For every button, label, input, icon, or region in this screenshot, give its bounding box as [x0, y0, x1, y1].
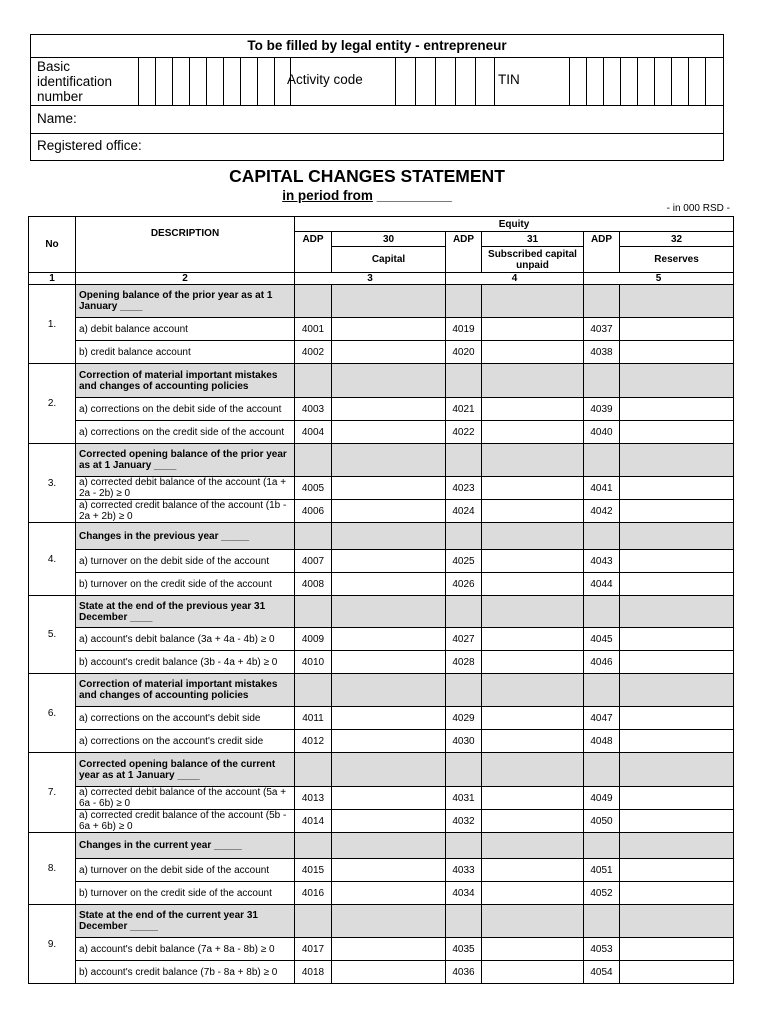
section-heading: Corrected opening balance of the prior year as at 1 January ____ — [76, 444, 295, 477]
shaded-cell — [295, 905, 332, 938]
adp-code: 4006 — [295, 500, 332, 523]
value-input-cell[interactable] — [620, 341, 734, 364]
shaded-cell — [295, 833, 332, 859]
section-heading: Correction of material important mistakes and changes of accounting policies — [76, 674, 295, 707]
shaded-cell — [482, 364, 584, 398]
adp-code: 4038 — [584, 341, 620, 364]
adp-code: 4041 — [584, 477, 620, 500]
col30-name: Capital — [332, 247, 446, 273]
adp-code: 4052 — [584, 882, 620, 905]
row-description: b) turnover on the credit side of the account — [76, 573, 295, 596]
adp-header-30: ADP — [295, 232, 332, 273]
shaded-cell — [482, 285, 584, 318]
adp-code: 4033 — [446, 859, 482, 882]
section-number: 2. — [29, 364, 76, 444]
shaded-cell — [446, 674, 482, 707]
value-input-cell[interactable] — [332, 628, 446, 651]
value-input-cell[interactable] — [332, 961, 446, 984]
value-input-cell[interactable] — [482, 810, 584, 833]
unit-note: - in 000 RSD - — [666, 203, 730, 214]
adp-header-31: ADP — [446, 232, 482, 273]
shaded-cell — [332, 596, 446, 628]
shaded-cell — [482, 444, 584, 477]
shaded-cell — [295, 364, 332, 398]
value-input-cell[interactable] — [482, 500, 584, 523]
table-row — [29, 550, 734, 573]
value-input-cell[interactable] — [620, 500, 734, 523]
row-description: a) corrections on the debit side of the account — [76, 398, 295, 421]
adp-code: 4004 — [295, 421, 332, 444]
value-input-cell[interactable] — [482, 628, 584, 651]
shaded-cell — [446, 285, 482, 318]
tin-input[interactable] — [569, 57, 722, 105]
value-input-cell[interactable] — [332, 477, 446, 500]
table-row — [29, 859, 734, 882]
adp-code: 4013 — [295, 787, 332, 810]
section-number: 8. — [29, 833, 76, 905]
value-input-cell[interactable] — [332, 787, 446, 810]
col-no-header: No — [29, 217, 76, 273]
shaded-cell — [482, 523, 584, 550]
adp-header-32: ADP — [584, 232, 620, 273]
shaded-cell — [295, 523, 332, 550]
adp-code: 4003 — [295, 398, 332, 421]
shaded-cell — [620, 523, 734, 550]
adp-code: 4017 — [295, 938, 332, 961]
section-heading-row — [29, 285, 734, 318]
section-heading: Changes in the previous year _____ — [76, 523, 295, 550]
identification-row — [31, 57, 723, 106]
adp-code: 4025 — [446, 550, 482, 573]
header-title: To be filled by legal entity - entrepreneur — [31, 35, 723, 58]
adp-code: 4032 — [446, 810, 482, 833]
table-row — [29, 398, 734, 421]
activity-code-input[interactable] — [395, 57, 495, 105]
section-heading: State at the end of the current year 31 December _____ — [76, 905, 295, 938]
value-input-cell[interactable] — [332, 810, 446, 833]
adp-code: 4012 — [295, 730, 332, 753]
value-input-cell[interactable] — [482, 477, 584, 500]
shaded-cell — [620, 833, 734, 859]
value-input-cell[interactable] — [482, 573, 584, 596]
section-number: 5. — [29, 596, 76, 674]
row-description: a) turnover on the debit side of the account — [76, 550, 295, 573]
value-input-cell[interactable] — [332, 398, 446, 421]
adp-code: 4019 — [446, 318, 482, 341]
shaded-cell — [584, 905, 620, 938]
adp-code: 4002 — [295, 341, 332, 364]
shaded-cell — [584, 596, 620, 628]
shaded-cell — [332, 285, 446, 318]
equity-header: Equity — [295, 217, 734, 232]
value-input-cell[interactable] — [620, 859, 734, 882]
shaded-cell — [332, 833, 446, 859]
col32-code: 32 — [620, 232, 734, 247]
shaded-cell — [446, 596, 482, 628]
adp-code: 4042 — [584, 500, 620, 523]
adp-code: 4008 — [295, 573, 332, 596]
value-input-cell[interactable] — [332, 938, 446, 961]
table-row — [29, 500, 734, 523]
shaded-cell — [482, 674, 584, 707]
capital-changes-table — [28, 216, 734, 984]
adp-code: 4021 — [446, 398, 482, 421]
table-row — [29, 628, 734, 651]
shaded-cell — [295, 444, 332, 477]
value-input-cell[interactable] — [332, 882, 446, 905]
adp-code: 4005 — [295, 477, 332, 500]
shaded-cell — [584, 674, 620, 707]
value-input-cell[interactable] — [332, 550, 446, 573]
section-heading-row — [29, 905, 734, 938]
adp-code: 4029 — [446, 707, 482, 730]
row-description: b) credit balance account — [76, 341, 295, 364]
table-row — [29, 810, 734, 833]
value-input-cell[interactable] — [482, 550, 584, 573]
row-description: a) corrections on the credit side of the account — [76, 421, 295, 444]
section-number: 9. — [29, 905, 76, 984]
table-row — [29, 341, 734, 364]
shaded-cell — [620, 285, 734, 318]
adp-code: 4039 — [584, 398, 620, 421]
row-description: b) account's credit balance (3b - 4a + 4b) ≥ 0 — [76, 651, 295, 674]
period-blank[interactable]: __________ — [376, 188, 452, 203]
adp-code: 4007 — [295, 550, 332, 573]
value-input-cell[interactable] — [620, 477, 734, 500]
name-label: Name: — [37, 111, 77, 126]
value-input-cell[interactable] — [620, 318, 734, 341]
value-input-cell[interactable] — [620, 550, 734, 573]
adp-code: 4037 — [584, 318, 620, 341]
table-row — [29, 421, 734, 444]
col-number: 5 — [584, 273, 734, 285]
adp-code: 4011 — [295, 707, 332, 730]
shaded-cell — [620, 364, 734, 398]
section-number: 1. — [29, 285, 76, 364]
section-heading-row — [29, 753, 734, 787]
adp-code: 4024 — [446, 500, 482, 523]
statement-title: CAPITAL CHANGES STATEMENT — [229, 166, 505, 186]
value-input-cell[interactable] — [620, 628, 734, 651]
entity-header-box — [30, 34, 724, 161]
period-line — [0, 188, 734, 203]
table-row — [29, 961, 734, 984]
col-number: 2 — [76, 273, 295, 285]
section-heading-row — [29, 444, 734, 477]
value-input-cell[interactable] — [482, 730, 584, 753]
name-row[interactable] — [31, 105, 723, 134]
value-input-cell[interactable] — [482, 651, 584, 674]
section-heading: Opening balance of the prior year as at 1 January ____ — [76, 285, 295, 318]
section-heading: State at the end of the previous year 31 December ____ — [76, 596, 295, 628]
value-input-cell[interactable] — [620, 651, 734, 674]
row-description: a) turnover on the debit side of the account — [76, 859, 295, 882]
shaded-cell — [332, 753, 446, 787]
shaded-cell — [446, 444, 482, 477]
section-number: 7. — [29, 753, 76, 833]
row-description: a) corrected credit balance of the account (5b - 6a + 6b) ≥ 0 — [76, 810, 295, 833]
section-heading: Changes in the current year _____ — [76, 833, 295, 859]
value-input-cell[interactable] — [620, 730, 734, 753]
row-description: a) corrections on the account's debit side — [76, 707, 295, 730]
value-input-cell[interactable] — [482, 882, 584, 905]
value-input-cell[interactable] — [482, 707, 584, 730]
period-label: in period from — [282, 188, 373, 203]
row-description: a) corrected credit balance of the account (1b - 2a + 2b) ≥ 0 — [76, 500, 295, 523]
col31-name: Subscribed capital unpaid — [482, 247, 584, 273]
section-number: 6. — [29, 674, 76, 753]
value-input-cell[interactable] — [482, 421, 584, 444]
section-number: 3. — [29, 444, 76, 523]
adp-code: 4050 — [584, 810, 620, 833]
adp-code: 4016 — [295, 882, 332, 905]
adp-code: 4045 — [584, 628, 620, 651]
activity-code-label: Activity code — [287, 72, 363, 87]
section-heading-row — [29, 523, 734, 550]
row-description: b) turnover on the credit side of the account — [76, 882, 295, 905]
adp-code: 4026 — [446, 573, 482, 596]
adp-code: 4030 — [446, 730, 482, 753]
table-row — [29, 573, 734, 596]
column-number-row — [29, 273, 734, 285]
row-description: a) account's debit balance (7a + 8a - 8b) ≥ 0 — [76, 938, 295, 961]
value-input-cell[interactable] — [332, 859, 446, 882]
adp-code: 4034 — [446, 882, 482, 905]
adp-code: 4049 — [584, 787, 620, 810]
shaded-cell — [482, 753, 584, 787]
adp-code: 4010 — [295, 651, 332, 674]
table-row — [29, 318, 734, 341]
table-row — [29, 882, 734, 905]
shaded-cell — [482, 905, 584, 938]
table-row — [29, 730, 734, 753]
adp-code: 4043 — [584, 550, 620, 573]
shaded-cell — [446, 833, 482, 859]
value-input-cell[interactable] — [332, 421, 446, 444]
section-heading-row — [29, 674, 734, 707]
section-heading: Correction of material important mistakes and changes of accounting policies — [76, 364, 295, 398]
adp-code: 4031 — [446, 787, 482, 810]
shaded-cell — [332, 523, 446, 550]
table-row — [29, 651, 734, 674]
shaded-cell — [584, 364, 620, 398]
value-input-cell[interactable] — [482, 938, 584, 961]
value-input-cell[interactable] — [332, 730, 446, 753]
shaded-cell — [295, 753, 332, 787]
value-input-cell[interactable] — [482, 787, 584, 810]
value-input-cell[interactable] — [332, 707, 446, 730]
value-input-cell[interactable] — [332, 651, 446, 674]
adp-code: 4015 — [295, 859, 332, 882]
shaded-cell — [620, 444, 734, 477]
value-input-cell[interactable] — [332, 341, 446, 364]
shaded-cell — [295, 674, 332, 707]
shaded-cell — [295, 285, 332, 318]
value-input-cell[interactable] — [332, 500, 446, 523]
shaded-cell — [620, 674, 734, 707]
shaded-cell — [482, 596, 584, 628]
adp-code: 4046 — [584, 651, 620, 674]
shaded-cell — [584, 833, 620, 859]
section-heading-row — [29, 596, 734, 628]
shaded-cell — [584, 753, 620, 787]
row-description: a) corrections on the account's credit side — [76, 730, 295, 753]
value-input-cell[interactable] — [620, 938, 734, 961]
adp-code: 4053 — [584, 938, 620, 961]
section-heading: Corrected opening balance of the current year as at 1 January ____ — [76, 753, 295, 787]
tin-label: TIN — [498, 72, 520, 87]
section-heading-row — [29, 833, 734, 859]
col-number: 1 — [29, 273, 76, 285]
shaded-cell — [620, 596, 734, 628]
shaded-cell — [584, 285, 620, 318]
shaded-cell — [584, 523, 620, 550]
row-description: a) corrected debit balance of the account (5a + 6a - 6b) ≥ 0 — [76, 787, 295, 810]
section-heading-row — [29, 364, 734, 398]
value-input-cell[interactable] — [620, 961, 734, 984]
col31-code: 31 — [482, 232, 584, 247]
adp-code: 4036 — [446, 961, 482, 984]
adp-code: 4020 — [446, 341, 482, 364]
value-input-cell[interactable] — [482, 398, 584, 421]
adp-code: 4023 — [446, 477, 482, 500]
col32-name: Reserves — [620, 247, 734, 273]
table-row — [29, 938, 734, 961]
value-input-cell[interactable] — [482, 318, 584, 341]
row-description: a) account's debit balance (3a + 4a - 4b) ≥ 0 — [76, 628, 295, 651]
registered-office-label: Registered office: — [37, 138, 142, 153]
shaded-cell — [446, 523, 482, 550]
col-description-header: DESCRIPTION — [76, 217, 295, 273]
value-input-cell[interactable] — [620, 810, 734, 833]
value-input-cell[interactable] — [482, 859, 584, 882]
col-number: 3 — [295, 273, 446, 285]
registered-office-row[interactable] — [31, 133, 723, 160]
adp-code: 4054 — [584, 961, 620, 984]
shaded-cell — [332, 905, 446, 938]
table-row — [29, 707, 734, 730]
section-number: 4. — [29, 523, 76, 596]
shaded-cell — [620, 753, 734, 787]
adp-code: 4001 — [295, 318, 332, 341]
shaded-cell — [620, 905, 734, 938]
row-description: b) account's credit balance (7b - 8a + 8b) ≥ 0 — [76, 961, 295, 984]
row-description: a) debit balance account — [76, 318, 295, 341]
shaded-cell — [482, 833, 584, 859]
adp-code: 4051 — [584, 859, 620, 882]
adp-code: 4027 — [446, 628, 482, 651]
shaded-cell — [295, 596, 332, 628]
table-row — [29, 477, 734, 500]
adp-code: 4028 — [446, 651, 482, 674]
col-number: 4 — [446, 273, 584, 285]
shaded-cell — [332, 674, 446, 707]
adp-code: 4022 — [446, 421, 482, 444]
value-input-cell[interactable] — [482, 341, 584, 364]
value-input-cell[interactable] — [620, 573, 734, 596]
col30-code: 30 — [332, 232, 446, 247]
adp-code: 4014 — [295, 810, 332, 833]
value-input-cell[interactable] — [620, 787, 734, 810]
shaded-cell — [584, 444, 620, 477]
value-input-cell[interactable] — [332, 318, 446, 341]
adp-code: 4035 — [446, 938, 482, 961]
value-input-cell[interactable] — [620, 707, 734, 730]
adp-code: 4048 — [584, 730, 620, 753]
adp-code: 4047 — [584, 707, 620, 730]
shaded-cell — [446, 753, 482, 787]
adp-code: 4044 — [584, 573, 620, 596]
value-input-cell[interactable] — [332, 573, 446, 596]
shaded-cell — [332, 364, 446, 398]
value-input-cell[interactable] — [620, 398, 734, 421]
adp-code: 4018 — [295, 961, 332, 984]
table-row — [29, 787, 734, 810]
value-input-cell[interactable] — [482, 961, 584, 984]
row-description: a) corrected debit balance of the account (1a + 2a - 2b) ≥ 0 — [76, 477, 295, 500]
shaded-cell — [332, 444, 446, 477]
basic-id-label: Basic identification number — [37, 59, 113, 104]
basic-id-input[interactable] — [138, 57, 291, 105]
adp-code: 4040 — [584, 421, 620, 444]
value-input-cell[interactable] — [620, 882, 734, 905]
shaded-cell — [446, 905, 482, 938]
adp-code: 4009 — [295, 628, 332, 651]
shaded-cell — [446, 364, 482, 398]
value-input-cell[interactable] — [620, 421, 734, 444]
